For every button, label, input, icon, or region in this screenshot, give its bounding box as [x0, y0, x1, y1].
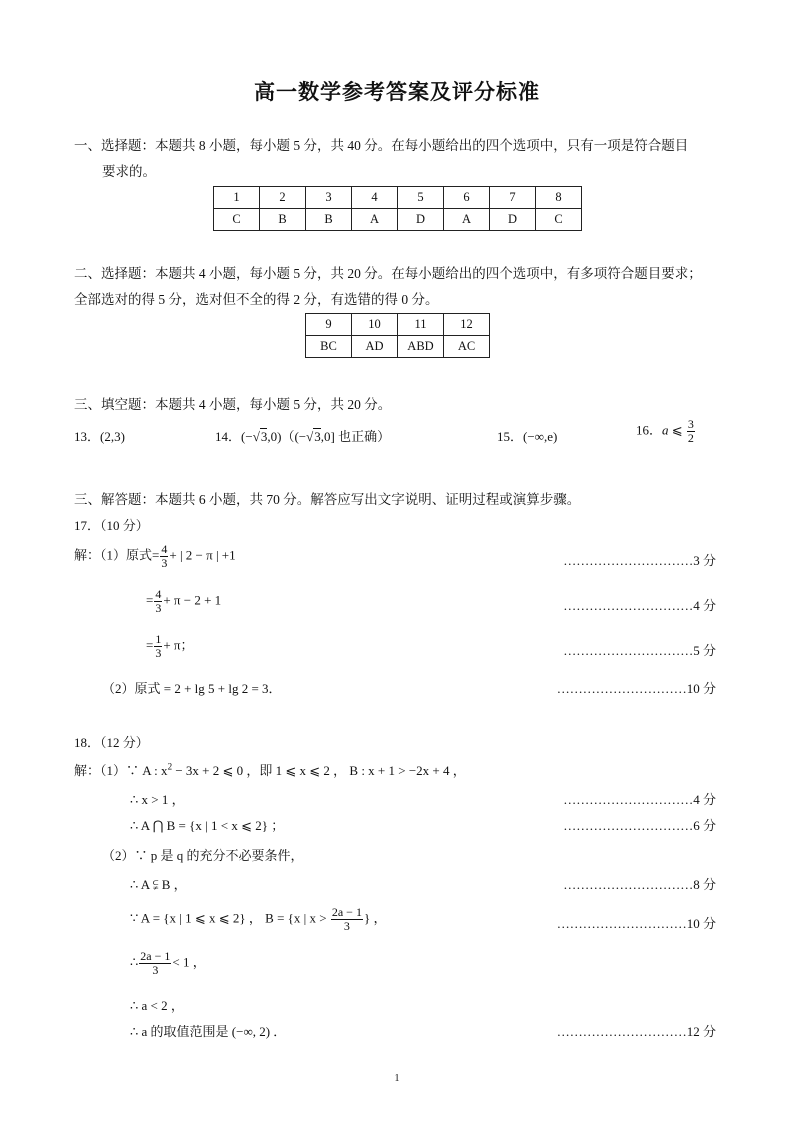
q16-label: 16． [636, 422, 663, 438]
points-marker: …………………………5 分 [563, 643, 716, 658]
section1-answer-table [213, 186, 582, 231]
table-cell: AD [352, 336, 398, 358]
section4-heading: 三、解答题：本题共 6 小题，共 70 分。解答应写出文字说明、证明过程或演算步骤。 [74, 492, 581, 507]
q14-note-close: ,0] 也正确） [320, 429, 391, 444]
table-cell: 6 [444, 187, 490, 209]
fraction [154, 633, 162, 660]
fraction-numerator: 4 [155, 587, 162, 601]
table-cell: ABD [398, 336, 444, 358]
solve-label: 解： [74, 763, 101, 778]
table-cell: B [306, 209, 352, 231]
q17-part2: （2）原式 = 2 + lg 5 + lg 2 = 3． [102, 681, 282, 696]
q18-line8: ∴ a < 2 ， [130, 998, 184, 1013]
exponent: 2 [167, 761, 173, 772]
q14-answer [215, 426, 390, 445]
points-marker: …………………………6 分 [563, 818, 716, 833]
q17-line1 [74, 543, 236, 570]
expression: ∵ A = {x | 1 ⩽ x ⩽ 2} ， B = {x | x > [130, 910, 327, 926]
q18-line4: （2）∵ p 是 q 的充分不必要条件， [102, 848, 304, 863]
q14-root: 3 [260, 429, 268, 444]
section1-heading-line2: 要求的。 [102, 164, 156, 179]
table-cell: 1 [214, 187, 260, 209]
q16-var: a [662, 422, 669, 438]
fraction-numerator: 2a − 1 [331, 905, 362, 919]
q15-answer [497, 426, 557, 445]
fraction [139, 950, 171, 977]
table-cell: A [352, 209, 398, 231]
table-cell: 3 [306, 187, 352, 209]
expression: < 1 ， [172, 954, 206, 970]
fraction [331, 906, 363, 933]
expression: − 3x + 2 ⩽ 0 ，即 1 ⩽ x ⩽ 2 ， B : x + 1 > −2x + 4 ， [172, 763, 466, 778]
therefore: ∴ [130, 954, 139, 970]
fraction-numerator: 4 [161, 542, 168, 556]
section2-answer-table [305, 313, 490, 358]
table-row-numbers [306, 314, 490, 336]
table-cell: 5 [398, 187, 444, 209]
q18-line1 [74, 760, 466, 779]
section2-heading-line1: 二、选择题：本题共 4 小题，每小题 5 分，共 20 分。在每小题给出的四个选项中，有多项符合题目要求； [74, 266, 702, 281]
q14-label: 14． [215, 429, 242, 444]
fraction [154, 588, 162, 615]
expression: + π； [163, 637, 194, 653]
q14-note-root: 3 [314, 429, 321, 444]
q17-line2 [146, 588, 221, 615]
table-cell: C [536, 209, 582, 231]
q16-fraction [687, 418, 695, 445]
page-title: 高一数学参考答案及评分标准 [254, 80, 540, 104]
table-cell: 11 [398, 314, 444, 336]
fraction [160, 543, 168, 570]
sqrt-icon: √ [306, 429, 314, 444]
points-marker: …………………………8 分 [563, 877, 716, 892]
fraction-denominator: 3 [161, 556, 168, 570]
fraction-denominator: 3 [343, 919, 350, 933]
q17-line3 [146, 633, 194, 660]
page-number: 1 [394, 1073, 400, 1084]
q18-label: 18．（12 分） [74, 735, 149, 750]
sqrt-icon: √ [252, 429, 260, 444]
points-marker: …………………………10 分 [556, 916, 716, 931]
q16-answer [636, 418, 696, 445]
q13-label: 13． [74, 429, 101, 444]
q18-line6 [130, 906, 386, 933]
q14-note-minus: − [298, 429, 307, 444]
q15-value: (−∞,e) [523, 429, 558, 444]
expression: + π − 2 + 1 [163, 592, 222, 608]
q13-answer [74, 426, 125, 445]
table-cell: 7 [490, 187, 536, 209]
part-label: （1）原式 [100, 547, 153, 563]
table-cell: D [398, 209, 444, 231]
points-marker: …………………………12 分 [556, 1024, 716, 1039]
fraction-denominator: 3 [155, 646, 162, 660]
fraction-numerator: 1 [155, 632, 162, 646]
section2-heading-line2: 全部选对的得 5 分，选对但不全的得 2 分，有选错的得 0 分。 [74, 292, 439, 307]
fraction-denominator: 2 [687, 431, 694, 445]
solve-label: 解： [74, 547, 101, 563]
table-cell: C [214, 209, 260, 231]
expression: } ， [363, 910, 387, 926]
equals: = [146, 592, 154, 608]
table-cell: 4 [352, 187, 398, 209]
q18-line3: ∴ A ⋂ B = {x | 1 < x ⩽ 2} ； [130, 818, 285, 833]
table-cell: D [490, 209, 536, 231]
table-cell: 2 [260, 187, 306, 209]
expression: + | 2 − π | +1 [169, 547, 236, 563]
q15-label: 15． [497, 429, 524, 444]
q13-value: (2,3) [100, 429, 125, 444]
points-marker: …………………………4 分 [563, 792, 716, 807]
points-marker: …………………………3 分 [563, 553, 716, 568]
q16-leq: ⩽ [671, 422, 683, 438]
section1-heading-line1: 一、选择题：本题共 8 小题，每小题 5 分，共 40 分。在每小题给出的四个选项中，只有一项是符合题目 [74, 138, 689, 153]
q18-line9: ∴ a 的取值范围是 (−∞, 2) ． [130, 1024, 287, 1039]
fraction-numerator: 2a − 1 [140, 949, 171, 963]
equals: = [146, 637, 154, 653]
table-cell: AC [444, 336, 490, 358]
q18-line5: ∴ A ⫋ B ， [130, 877, 187, 892]
table-cell: B [260, 209, 306, 231]
table-row-answers [306, 336, 490, 358]
equals: = [152, 547, 160, 563]
q18-line2: ∴ x > 1 ， [130, 792, 185, 807]
q14-minus: − [245, 429, 253, 444]
table-row-numbers [214, 187, 582, 209]
table-cell: 10 [352, 314, 398, 336]
fraction-denominator: 3 [152, 963, 159, 977]
table-cell: BC [306, 336, 352, 358]
q14-close: ,0) [267, 429, 282, 444]
fraction-numerator: 3 [687, 417, 694, 431]
table-cell: 9 [306, 314, 352, 336]
table-cell: 12 [444, 314, 490, 336]
q18-line7 [130, 950, 206, 977]
expression: （1）∵ A : x [100, 763, 168, 778]
fraction-denominator: 3 [155, 601, 162, 615]
table-row-answers [214, 209, 582, 231]
table-cell: 8 [536, 187, 582, 209]
points-marker: …………………………10 分 [556, 681, 716, 696]
q14-note-open: （( [281, 429, 299, 444]
section3-heading: 三、填空题：本题共 4 小题，每小题 5 分，共 20 分。 [74, 397, 392, 412]
q14-paren: ( [241, 429, 246, 444]
table-cell: A [444, 209, 490, 231]
q17-label: 17．（10 分） [74, 518, 149, 533]
points-marker: …………………………4 分 [563, 598, 716, 613]
